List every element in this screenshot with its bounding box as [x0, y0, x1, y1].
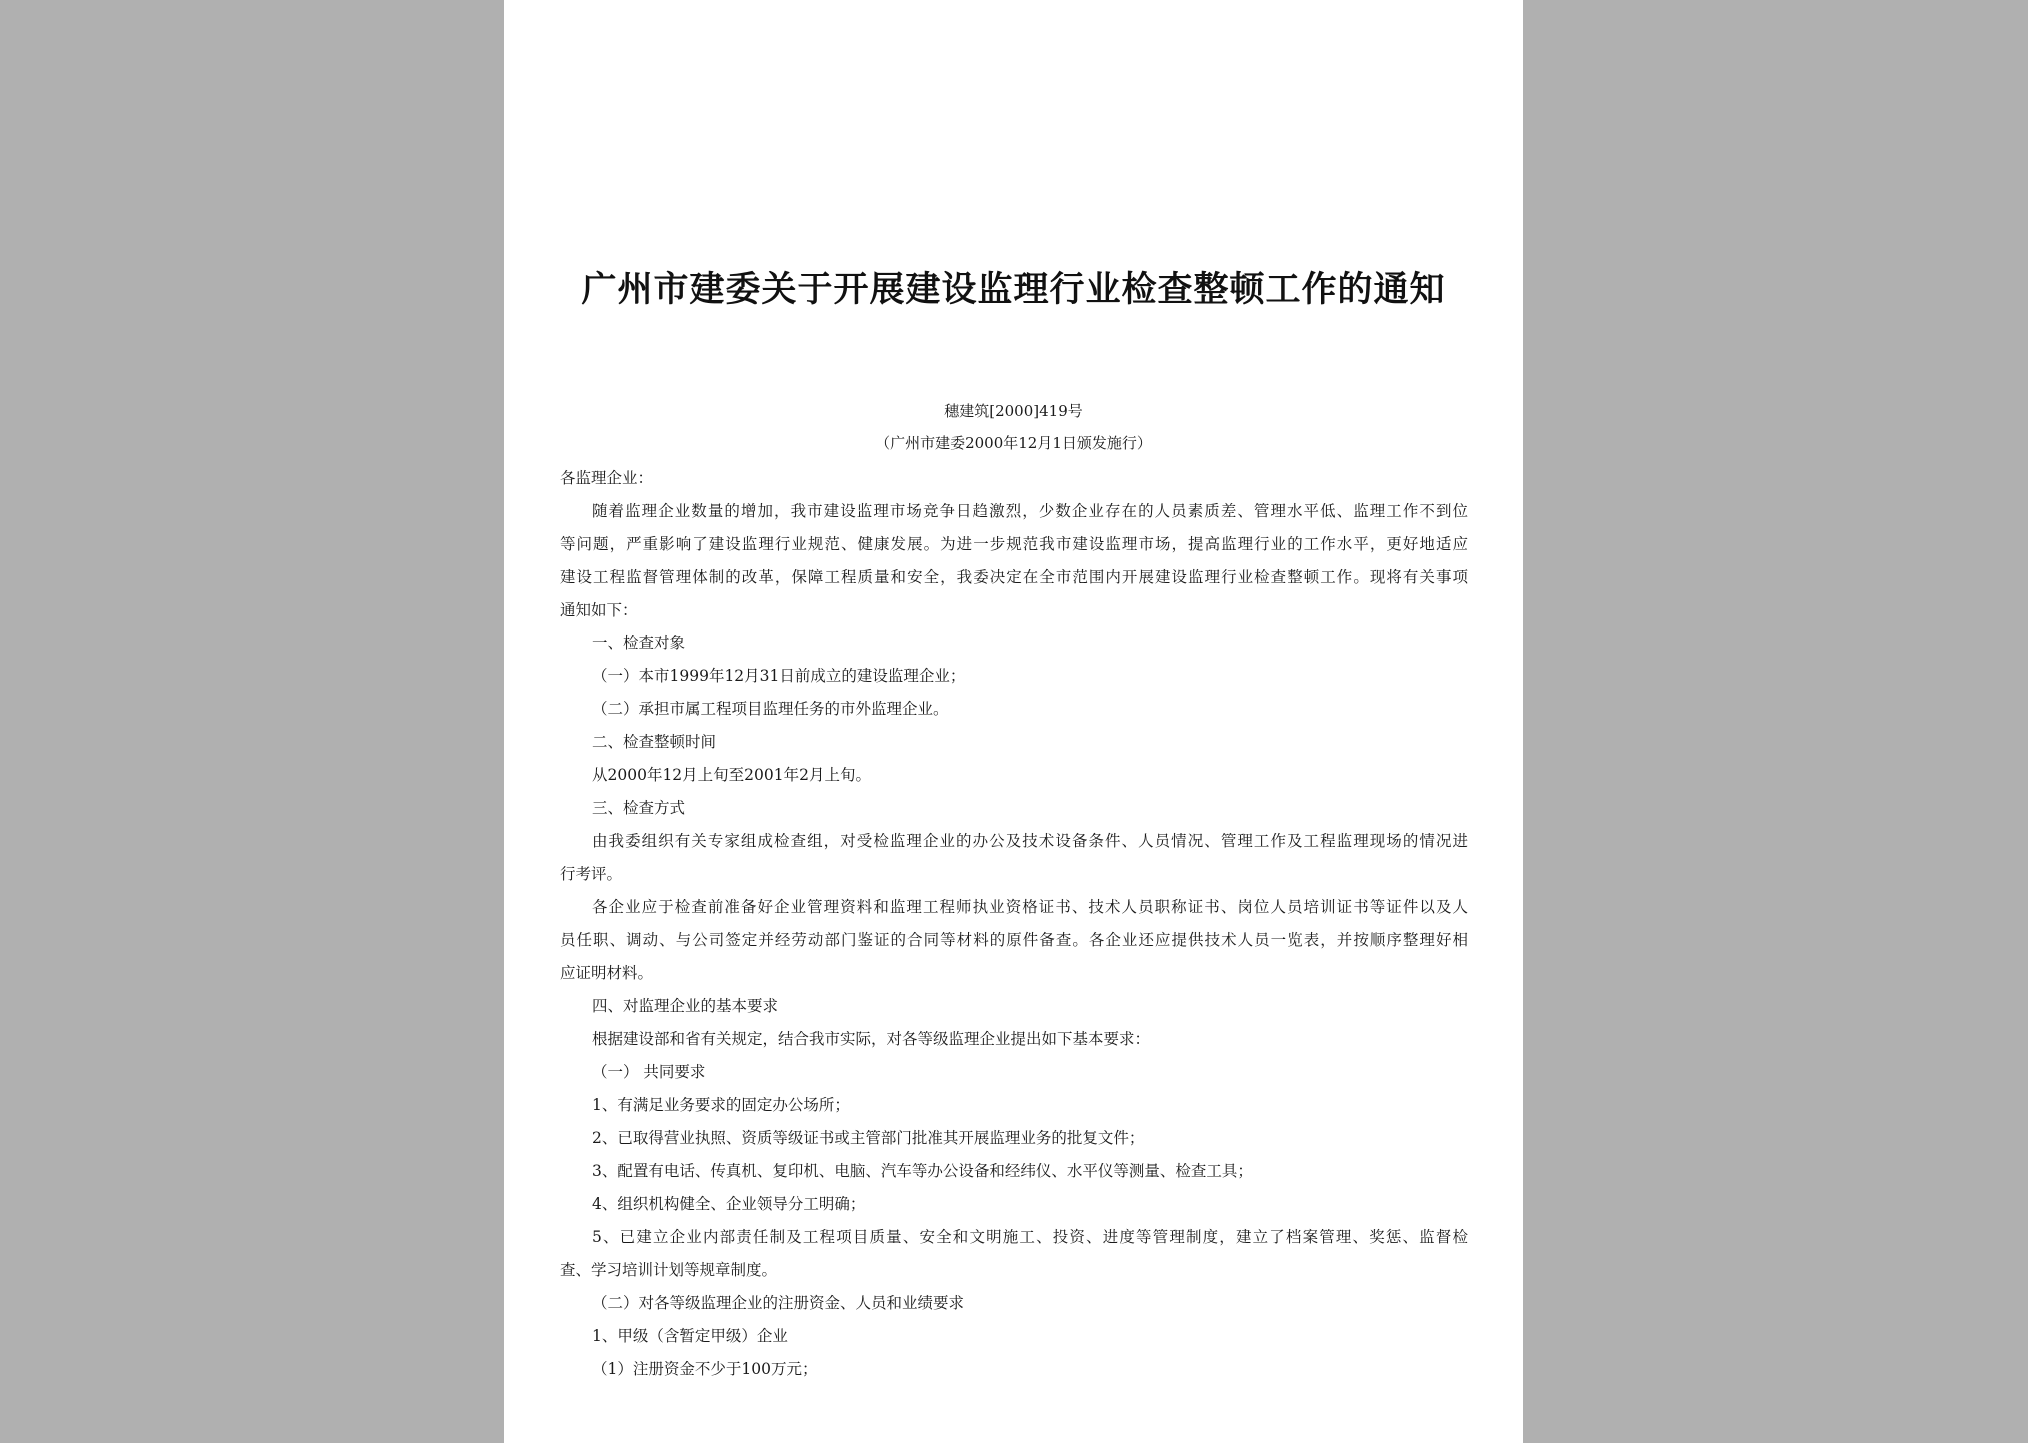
list-item: 5、已建立企业内部责任制及工程项目质量、安全和文明施工、投资、进度等管理制度，建立了档案管理、奖惩、监督检: [592, 1228, 1468, 1246]
section-heading: 二、检查整顿时间: [592, 733, 717, 751]
document-title: 广州市建委关于开展建设监理行业检查整顿工作的通知: [581, 269, 1446, 310]
salutation: 各监理企业：: [560, 469, 654, 487]
paragraph-line: 通知如下：: [560, 601, 638, 619]
paragraph-line: 由我委组织有关专家组成检查组，对受检监理企业的办公及技术设备条件、人员情况、管理工作及工程监理现场的情况进: [592, 832, 1468, 850]
subsection-heading: （一） 共同要求: [592, 1063, 706, 1081]
list-item: 1、有满足业务要求的固定办公场所；: [592, 1096, 850, 1114]
list-item: 1、甲级（含暂定甲级）企业: [592, 1327, 788, 1345]
paragraph-line: 员任职、调动、与公司签定并经劳动部门鉴证的合同等材料的原件备查。各企业还应提供技术人员一览表，并按顺序整理好相: [560, 931, 1468, 949]
document-number: 穗建筑[2000]419号: [944, 402, 1083, 420]
list-item: 4、组织机构健全、企业领导分工明确；: [592, 1195, 866, 1213]
list-item-continuation: 查、学习培训计划等规章制度。: [560, 1261, 778, 1279]
list-item: （二）承担市属工程项目监理任务的市外监理企业。: [592, 700, 949, 718]
section-heading: 三、检查方式: [592, 799, 686, 817]
list-item: （1）注册资金不少于100万元；: [592, 1360, 818, 1378]
paragraph-line: 建设工程监督管理体制的改革，保障工程质量和安全，我委决定在全市范围内开展建设监理行业检查整顿工作。现将有关事项: [560, 568, 1468, 586]
section-heading: 四、对监理企业的基本要求: [592, 997, 779, 1015]
paragraph-line: 各企业应于检查前准备好企业管理资料和监理工程师执业资格证书、技术人员职称证书、岗位人员培训证书等证件以及人: [592, 898, 1468, 916]
paragraph-line: 应证明材料。: [560, 964, 654, 982]
list-item: 3、配置有电话、传真机、复印机、电脑、汽车等办公设备和经纬仪、水平仪等测量、检查工具；: [592, 1162, 1253, 1180]
document-body: [560, 462, 1468, 1386]
list-item: （一）本市1999年12月31日前成立的建设监理企业；: [592, 667, 966, 685]
issued-note: （广州市建委2000年12月1日颁发施行）: [875, 434, 1152, 452]
subsection-heading: （二）对各等级监理企业的注册资金、人员和业绩要求: [592, 1294, 965, 1312]
paragraph-line: 根据建设部和省有关规定，结合我市实际，对各等级监理企业提出如下基本要求：: [592, 1030, 1151, 1048]
section-heading: 一、检查对象: [592, 634, 686, 652]
document-page: [504, 0, 1523, 1443]
list-item: 2、已取得营业执照、资质等级证书或主管部门批准其开展监理业务的批复文件；: [592, 1129, 1145, 1147]
paragraph-line: 从2000年12月上旬至2001年2月上旬。: [592, 766, 871, 784]
paragraph-line: 随着监理企业数量的增加，我市建设监理市场竞争日趋激烈，少数企业存在的人员素质差、管理水平低、监理工作不到位: [592, 502, 1468, 520]
paragraph-line: 行考评。: [560, 865, 623, 883]
paragraph-line: 等问题，严重影响了建设监理行业规范、健康发展。为进一步规范我市建设监理市场，提高监理行业的工作水平，更好地适应: [560, 535, 1468, 553]
